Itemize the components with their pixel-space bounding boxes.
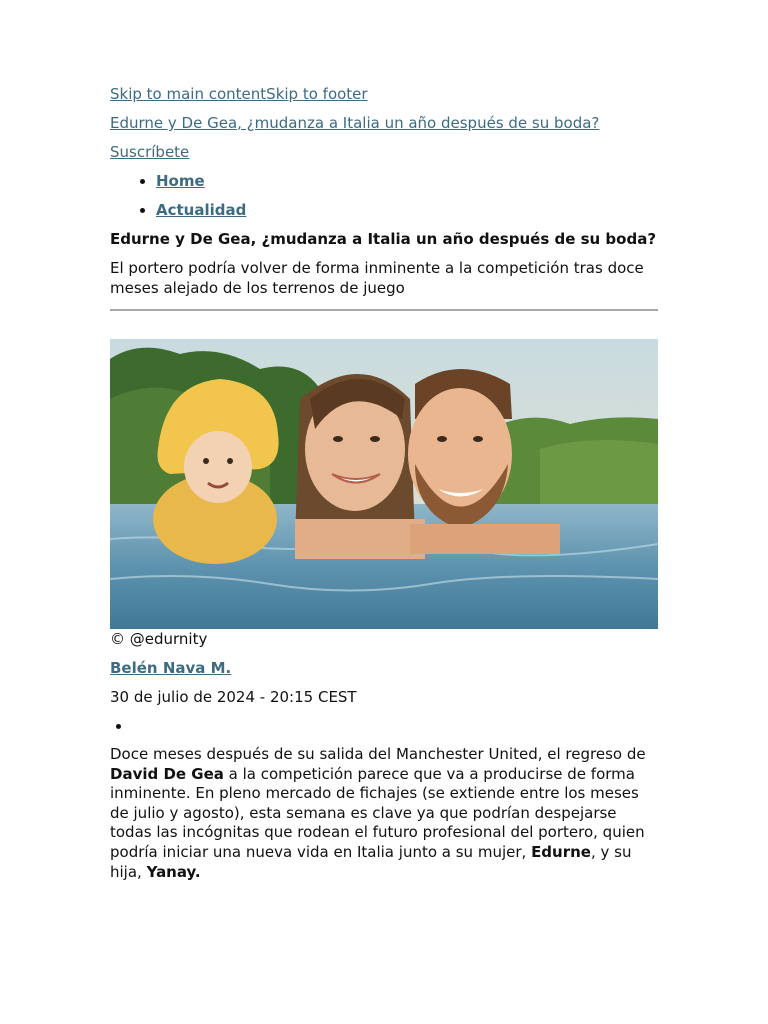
separator <box>110 309 658 311</box>
article-photo <box>110 339 658 629</box>
share-list-item <box>132 716 658 736</box>
subscribe-row <box>110 142 658 162</box>
publish-date: 30 de julio de 2024 - 20:15 CEST <box>110 688 357 706</box>
nav-item-actualidad <box>156 200 658 220</box>
main-content <box>110 84 658 882</box>
nav-item-home <box>156 171 658 191</box>
skip-links <box>110 84 658 104</box>
author-link[interactable]: Belén Nava M. <box>110 659 232 677</box>
nav-link-actualidad[interactable]: Actualidad <box>156 201 247 219</box>
subscribe-link[interactable]: Suscríbete <box>110 143 190 161</box>
skip-to-main-link[interactable]: Skip to main content <box>110 85 267 103</box>
skip-to-footer-link[interactable]: Skip to footer <box>266 85 368 103</box>
share-list <box>110 716 658 736</box>
breadcrumb-nav <box>110 171 658 220</box>
body-bold-edurne: Edurne <box>531 842 591 861</box>
body-bold-de-gea: David De Gea <box>110 764 224 783</box>
article-subtitle: El portero podría volver de forma inminente a la competición tras doce meses alejado de los terrenos de juego <box>110 259 644 297</box>
nav-link-home[interactable]: Home <box>156 172 205 190</box>
photo-caption: © @edurnity <box>110 630 208 648</box>
article-body <box>110 745 658 882</box>
body-text-3: , y su hija, <box>110 842 632 881</box>
article-title: Edurne y De Gea, ¿mudanza a Italia un año después de su boda? <box>110 230 657 248</box>
body-bold-yanay: Yanay. <box>146 862 201 881</box>
body-text-1: Doce meses después de su salida del Manchester United, el regreso de <box>110 745 646 763</box>
body-text-2: a la competición parece que va a producirse de forma inminente. En pleno mercado de fichajes (se extiende entre los meses de julio y agosto), esta semana es clave ya que podrían despejarse todas las incógnitas que rodean el futuro profesional del portero, quien podría iniciar una nueva vida en Italia junto a su mujer, <box>110 764 645 861</box>
author-row <box>110 658 658 678</box>
headline-link-row <box>110 113 658 133</box>
headline-link[interactable]: Edurne y De Gea, ¿mudanza a Italia un año después de su boda? <box>110 114 600 132</box>
